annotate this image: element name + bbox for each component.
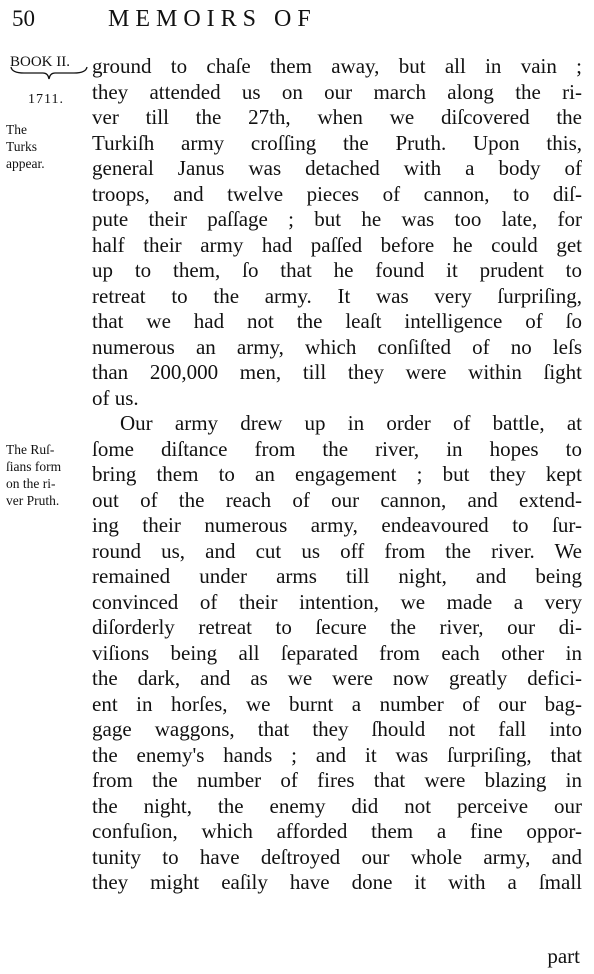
- text-line: ver till the 27th, when we diſcovered the: [92, 105, 582, 129]
- margin-note-line: Turks: [6, 139, 38, 154]
- catchword: part: [547, 944, 580, 968]
- text-line: ſome diſtance from the river, in hopes to: [92, 436, 582, 461]
- margin-year: 1711.: [28, 92, 64, 107]
- text-line: they attended us on our march along the ri-: [92, 79, 582, 104]
- text-line: of us.: [92, 385, 139, 410]
- text-line: the dark, and as we were now greatly defici-: [92, 666, 582, 690]
- text-line: ing their numerous army, endeavoured to ſur-: [92, 513, 582, 537]
- text-line: convinced of their intention, we made a very: [92, 589, 582, 614]
- margin-note-line: ver Pruth.: [6, 493, 60, 508]
- text-line: viſions being all ſeparated from each other in: [92, 640, 582, 665]
- margin-note-line: on the ri-: [6, 476, 56, 491]
- text-line: that we had not the leaſt intelligence of ſo: [92, 309, 582, 333]
- text-line: from the number of fires that were blazing in: [92, 768, 582, 792]
- text-line: tunity to have deſtroyed our whole army, and: [92, 844, 582, 869]
- text-line: out of the reach of our cannon, and extend-: [92, 487, 582, 512]
- text-line: the enemy's hands ; and it was ſurpriſing, that: [92, 742, 582, 767]
- margin-book: BOOK II.: [10, 54, 70, 70]
- margin-note-line: ſians form: [6, 459, 62, 474]
- running-head: MEMOIRS OF: [108, 6, 317, 32]
- text-line: gage waggons, that they ſhould not fall into: [92, 717, 582, 741]
- margin-note-turks: [6, 121, 92, 172]
- brace-ornament: [10, 66, 88, 80]
- text-line: Turkiſh army croſſing the Pruth. Upon this,: [92, 130, 582, 155]
- text-line: they might eaſily have done it with a ſmall: [92, 870, 582, 894]
- text-line: general Janus was detached with a body of: [92, 156, 582, 180]
- text-line: diſorderly retreat to ſecure the river, our di-: [92, 615, 582, 639]
- text-line: bring them to an engagement ; but they kept: [92, 462, 582, 486]
- text-line: ground to chaſe them away, but all in vain ;: [92, 54, 582, 78]
- text-line: ent in horſes, we burnt a number of our bag-: [92, 691, 582, 716]
- margin-note-line: The: [6, 122, 27, 137]
- text-line: round us, and cut us off from the river. We: [92, 538, 582, 563]
- text-line: than 200,000 men, till they were within ſight: [92, 360, 582, 384]
- text-line: numerous an army, which conſiſted of no leſs: [92, 334, 582, 359]
- margin-note-line: appear.: [6, 156, 45, 171]
- text-line: Our army drew up in order of battle, at: [120, 411, 582, 435]
- text-line: pute their paſſage ; but he was too late, for: [92, 207, 582, 231]
- margin-note-russians: [6, 441, 92, 509]
- text-line: up to them, ſo that he found it prudent to: [92, 258, 582, 282]
- text-line: retreat to the army. It was very ſurpriſing,: [92, 283, 582, 308]
- text-line: confuſion, which afforded them a fine oppor-: [92, 819, 582, 843]
- text-line: the night, the enemy did not perceive our: [92, 793, 582, 818]
- page-number: 50: [12, 6, 35, 31]
- margin-note-line: The Ruſ-: [6, 442, 55, 457]
- body-text: [92, 54, 582, 896]
- text-line: remained under arms till night, and being: [92, 564, 582, 588]
- text-line: troops, and twelve pieces of cannon, to diſ-: [92, 181, 582, 206]
- text-line: half their army had paſſed before he could get: [92, 232, 582, 257]
